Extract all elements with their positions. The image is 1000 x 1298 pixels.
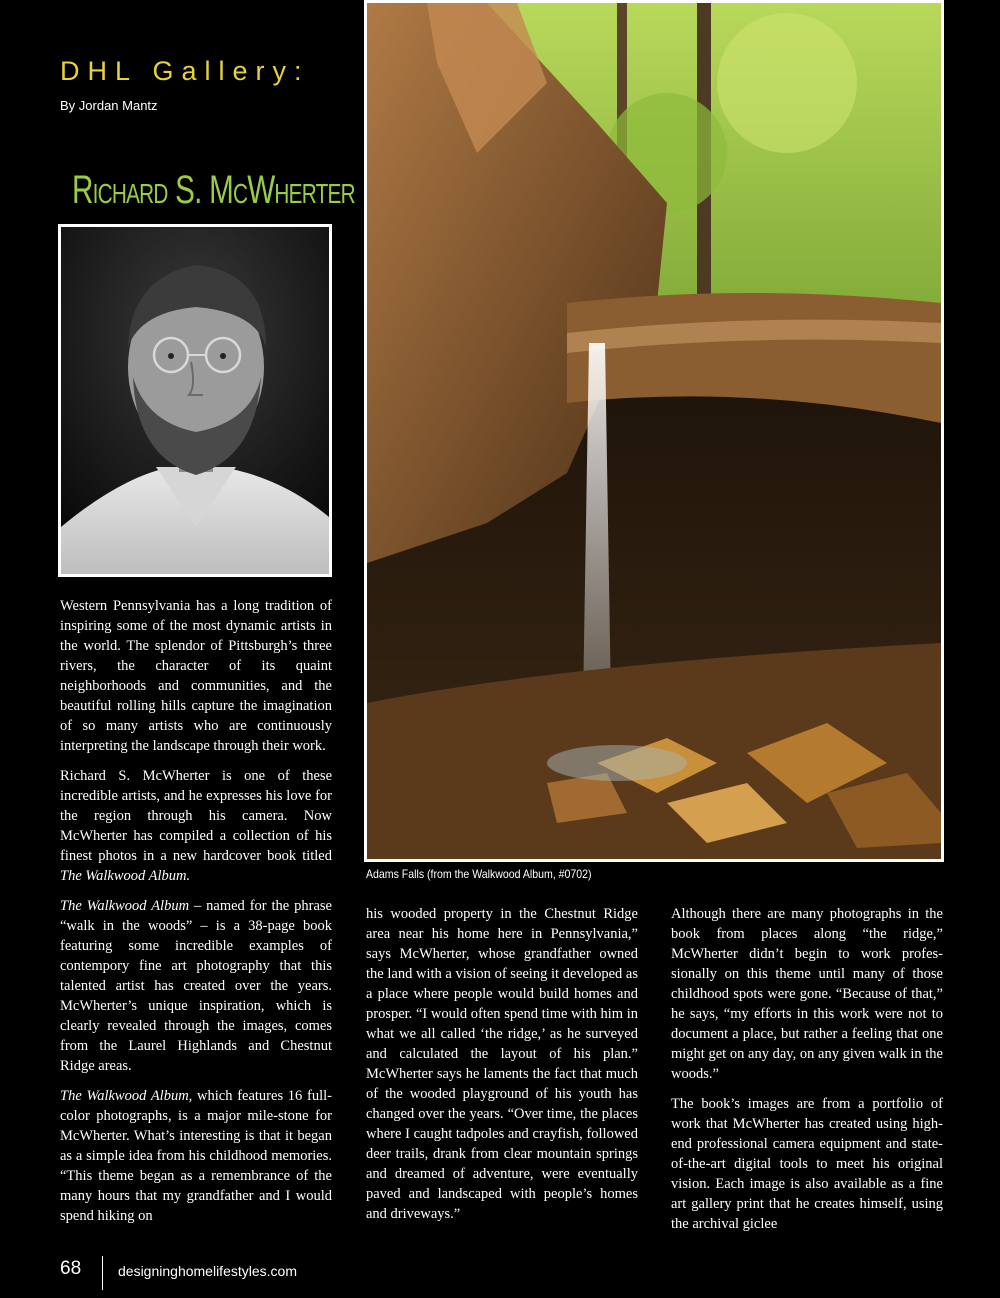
- adams-falls-photo: [364, 0, 944, 862]
- paragraph: The Walkwood Album – named for the phrase “walk in the woods” – is a 38-page book featuring some incredible examples of contempory fine art photography that this talented artist has created over the years. McWherter’s unique inspiration, which is clearly revealed through the images, comes from the Laurel Highlands and Chestnut Ridge areas.: [60, 898, 332, 1074]
- paragraph: The Walkwood Album, which features 16 full-color photographs, is a major mile-stone for McWherter. What’s interesting is that it began as a simple idea from his childhood memories. “This theme began as a remembrance of the many hours that my grandfather and I would spend hiking on: [60, 1088, 332, 1224]
- page-number: 68: [60, 1258, 82, 1279]
- article-column-2: [366, 904, 638, 1234]
- article-column-1: [60, 596, 332, 1236]
- section-title: DHL Gallery:: [60, 56, 310, 86]
- byline: By Jordan Mantz: [60, 98, 158, 113]
- paragraph: The book’s images are from a portfolio of work that McWherter has created using high-end professional camera equipment and state-of-the-art digital tools to meet his original vision. Each image is also available as a fine art gallery print that he creates himself, using the archival giclee: [671, 1096, 943, 1232]
- artist-portrait-photo: [58, 224, 332, 577]
- book-title: The Walkwood Album,: [60, 1088, 193, 1104]
- paragraph: Richard S. McWherter is one of these incredible artists, and he expresses his love for the region through his camera. Now McWherter has compiled a collection of his finest photos in a new hardcover book titled The Walkwood Album.: [60, 768, 332, 884]
- paragraph: Western Pennsylvania has a long tradition of inspiring some of the most dynamic artists in the world. The splendor of Pittsburgh’s three rivers, the character of its quaint neighborhoods and communities, and the beautiful rolling hills capture the imagination of so many artists who are continuously interpreting the landscape through their work.: [60, 598, 332, 754]
- footer-divider: [102, 1256, 103, 1290]
- book-title: The Walkwood Album.: [60, 868, 191, 884]
- artist-name-heading: Richard S. McWherter: [72, 168, 355, 212]
- book-title: The Walkwood Album: [60, 898, 190, 914]
- article-column-3: [671, 904, 943, 1244]
- paragraph: his wooded property in the Chestnut Ridge area near his home here in Pennsylvania,” says McWherter, whose grandfather owned the land with a vision of seeing it developed as a place where people would build homes and prosper. “I would often spend time with him in what we all called ‘the ridge,’ as he surveyed and calculated the layout of his plan.” McWherter says he laments the fact that much of the wooded playground of his youth has changed over the years. “Over time, the places where I caught tadpoles and crayfish, followed deer trails, drank from clear mountain springs and dreamed of adventure, were eventually paved and landscaped with people’s homes and driveways.”: [366, 906, 638, 1222]
- paragraph: Although there are many photographs in the book from places along “the ridge,” McWherter didn’t begin to work profes-sionally on this theme until many of those childhood spots were gone. “Because of that,” he says, “my efforts in this work were not to document a place, but rather a feeling that one might get on any day, on any given walk in the woods.”: [671, 906, 943, 1082]
- website-url: designinghomelifestyles.com: [118, 1263, 297, 1279]
- photo-caption: Adams Falls (from the Walkwood Album, #0702): [366, 867, 592, 881]
